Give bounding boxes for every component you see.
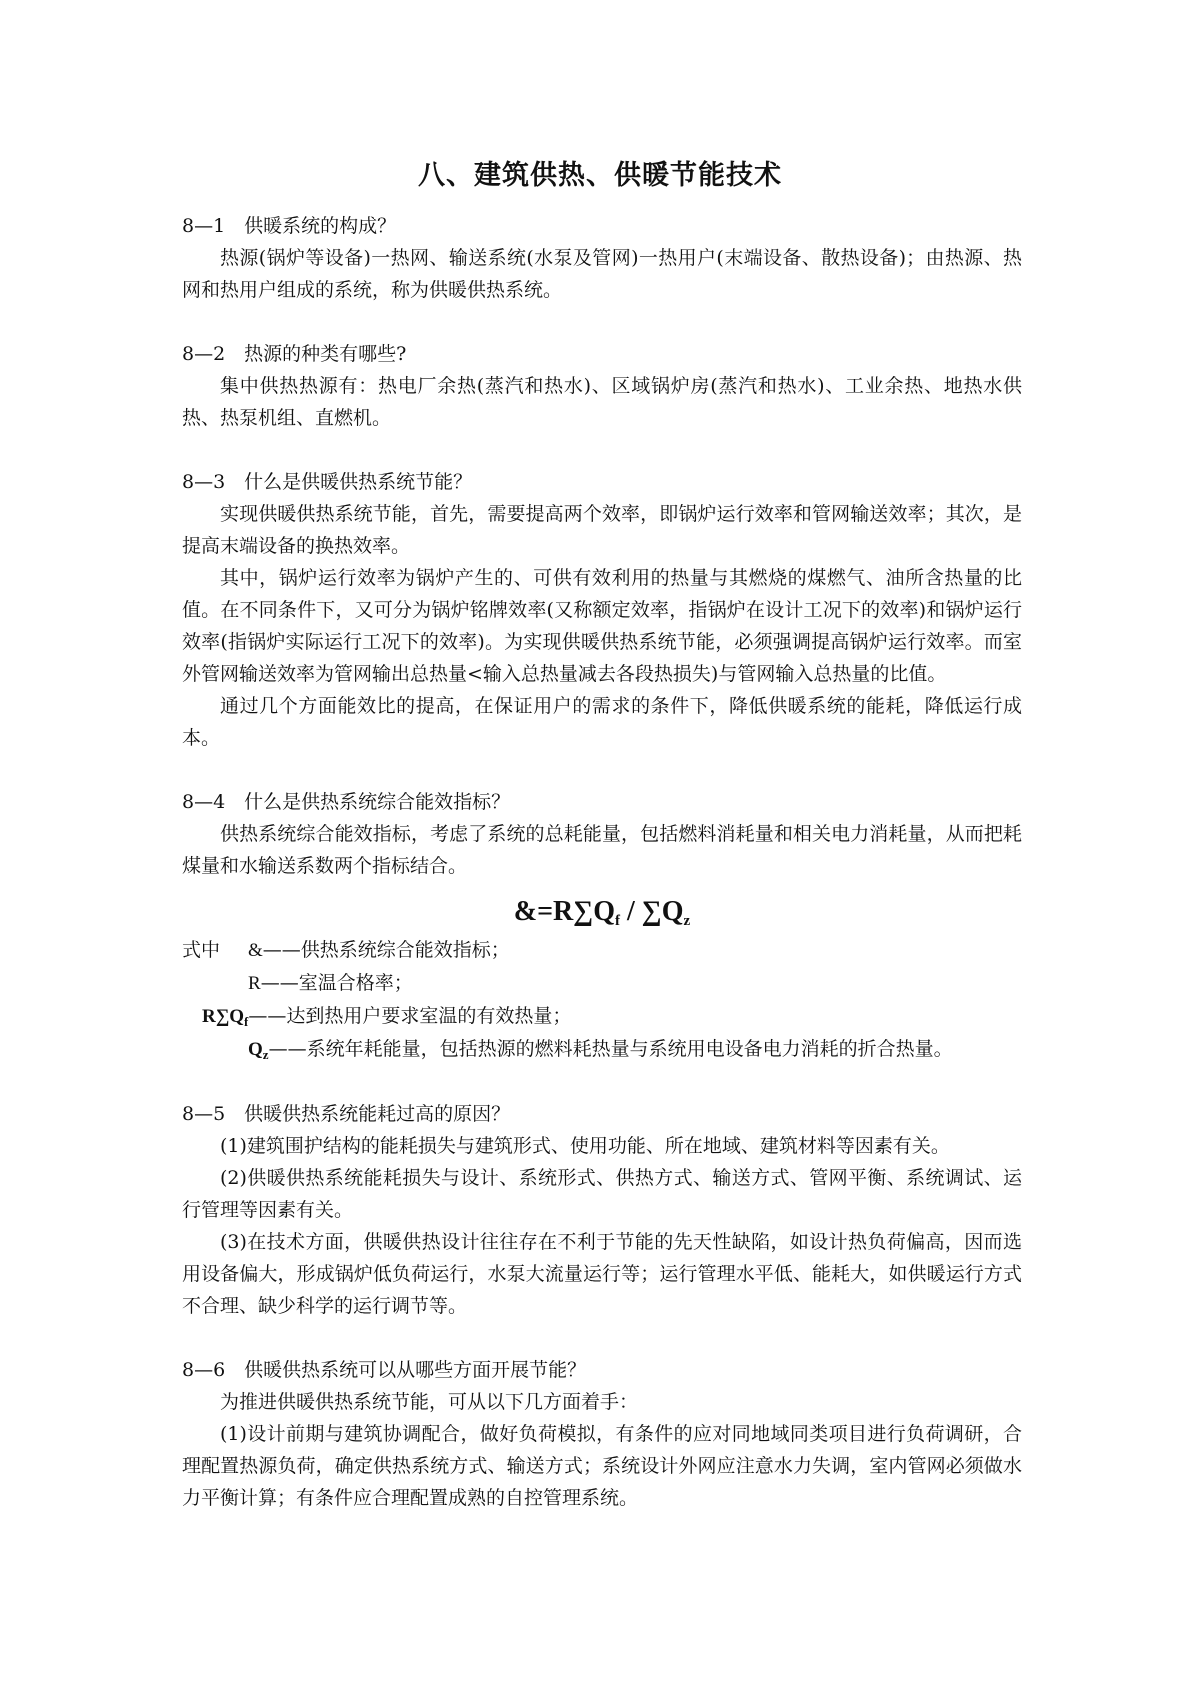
question-heading: 8—5 供暖供热系统能耗过高的原因？ bbox=[182, 1103, 511, 1125]
document-body bbox=[182, 210, 1022, 1514]
legend-symbol-subscript: z bbox=[262, 1047, 269, 1062]
question-heading: 8—3 什么是供暖供热系统节能？ bbox=[182, 471, 473, 493]
legend-symbol-base: Q bbox=[248, 1039, 263, 1060]
legend-symbol-base: R∑Q bbox=[202, 1006, 245, 1027]
answer-paragraph: (1)建筑围护结构的能耗损失与建筑形式、使用功能、所在地域、建筑材料等因素有关。 bbox=[220, 1135, 950, 1157]
answer-paragraph: 实现供暖供热系统节能，首先，需要提高两个效率，即锅炉运行效率和管网输送效率；其次，是提高末端设备的换热效率。 bbox=[182, 503, 1022, 557]
legend-row bbox=[182, 967, 1022, 1000]
question-heading: 8—1 供暖系统的构成？ bbox=[182, 215, 397, 237]
section-8-1 bbox=[182, 210, 1022, 306]
legend-row bbox=[182, 1033, 1022, 1066]
answer-paragraph: 集中供热热源有：热电厂余热(蒸汽和热水)、区域锅炉房(蒸汽和热水)、工业余热、地热水供热、热泵机组、直燃机。 bbox=[182, 375, 1022, 429]
legend-text: ——达到热用户要求室温的有效热量； bbox=[248, 1005, 572, 1027]
legend-text: ——供热系统综合能效指标； bbox=[262, 939, 510, 961]
legend-text: ——系统年耗能量，包括热源的燃料耗热量与系统用电设备电力消耗的折合热量。 bbox=[268, 1038, 953, 1060]
answer-paragraph: (3)在技术方面，供暖供热设计往往存在不利于节能的先天性缺陷，如设计热负荷偏高，因而选用设备偏大，形成锅炉低负荷运行，水泵大流量运行等；运行管理水平低、能耗大，如供暖运行方式不合理、缺少科学的运行调节等。 bbox=[182, 1231, 1022, 1317]
legend-symbol: & bbox=[248, 940, 263, 961]
legend-symbol: R bbox=[248, 973, 261, 994]
formula-denominator: / ∑Q bbox=[620, 896, 684, 927]
answer-paragraph: 热源(锅炉等设备)一热网、输送系统(水泵及管网)一热用户(末端设备、散热设备)；由热源、热网和热用户组成的系统，称为供暖供热系统。 bbox=[182, 247, 1022, 301]
legend-symbol bbox=[202, 1006, 248, 1027]
answer-paragraph: (2)供暖供热系统能耗损失与设计、系统形式、供热方式、输送方式、管网平衡、系统调试、运行管理等因素有关。 bbox=[182, 1167, 1022, 1221]
chapter-title: 八、建筑供热、供暖节能技术 bbox=[418, 160, 782, 191]
formula-main: &=R∑Q bbox=[513, 896, 616, 927]
answer-paragraph: 通过几个方面能效比的提高，在保证用户的需求的条件下，降低供暖系统的能耗，降低运行成本。 bbox=[182, 695, 1022, 749]
answer-paragraph: 其中，锅炉运行效率为锅炉产生的、可供有效利用的热量与其燃烧的煤燃气、油所含热量的比值。在不同条件下，又可分为锅炉铭牌效率(又称额定效率，指锅炉在设计工况下的效率)和锅炉运行效率(指锅炉实际运行工况下的效率)。为实现供暖供热系统节能，必须强调提高锅炉运行效率。而室外管网输送效率为管网输出总热量<输入总热量减去各段热损失)与管网输入总热量的比值。 bbox=[182, 567, 1022, 685]
question-heading: 8—4 什么是供热系统综合能效指标？ bbox=[182, 791, 511, 813]
answer-paragraph: (1)设计前期与建筑协调配合，做好负荷模拟，有条件的应对同地域同类项目进行负荷调研，合理配置热源负荷，确定供热系统方式、输送方式；系统设计外网应注意水力失调，室内管网必须做水力平衡计算；有条件应合理配置成熟的自控管理系统。 bbox=[182, 1423, 1022, 1509]
formula-legend bbox=[182, 934, 1022, 1066]
formula-subscript-f: f bbox=[615, 913, 621, 929]
legend-row bbox=[182, 1000, 1022, 1033]
legend-symbol bbox=[248, 1039, 269, 1060]
legend-text: ——室温合格率； bbox=[260, 972, 413, 994]
question-heading: 8—6 供暖供热系统可以从哪些方面开展节能？ bbox=[182, 1359, 587, 1381]
answer-paragraph: 为推进供暖供热系统节能，可从以下几方面着手： bbox=[220, 1391, 639, 1413]
efficiency-formula bbox=[182, 894, 1022, 930]
section-8-4 bbox=[182, 786, 1022, 1066]
formula-subscript-z: z bbox=[683, 913, 691, 929]
section-8-2 bbox=[182, 338, 1022, 434]
section-8-3 bbox=[182, 466, 1022, 754]
legend-lead: 式中 bbox=[182, 939, 221, 961]
legend-row bbox=[182, 934, 1022, 967]
section-8-5 bbox=[182, 1098, 1022, 1322]
question-heading: 8—2 热源的种类有哪些? bbox=[182, 343, 407, 365]
answer-paragraph: 供热系统综合能效指标，考虑了系统的总耗能量，包括燃料消耗量和相关电力消耗量，从而把耗煤量和水输送系数两个指标结合。 bbox=[182, 823, 1022, 877]
section-8-6 bbox=[182, 1354, 1022, 1514]
legend-symbol-subscript: f bbox=[244, 1014, 249, 1029]
